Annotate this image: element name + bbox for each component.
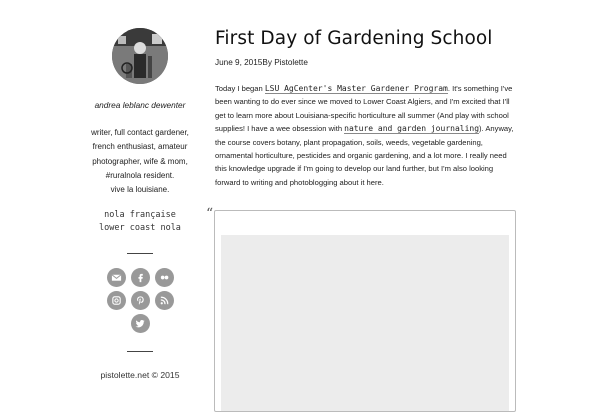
post-text: Today I began [215,84,265,93]
flickr-icon[interactable] [155,268,174,287]
nav-link-nola-francaise[interactable]: nola française [104,210,176,221]
garden-journaling-link[interactable]: nature and garden journaling [344,124,480,134]
post-date[interactable]: June 9, 2015 [215,58,263,67]
post [215,28,515,189]
pinterest-icon[interactable] [131,291,150,310]
rss-icon[interactable] [155,291,174,310]
master-gardener-link[interactable]: LSU AgCenter's Master Gardener Program [264,84,448,93]
post-body [215,82,515,189]
copyright: pistolette.net © 2015 [100,370,180,381]
post-title[interactable]: First Day of Gardening School [215,28,493,49]
bio-line: french enthusiast, amateur [92,142,188,152]
post-meta [215,58,515,67]
author-bio [80,126,200,197]
quote-mark: “ [206,206,214,222]
bio-line: #ruralnola resident. [105,170,175,180]
post-author[interactable]: Pistolette [274,58,308,67]
sidebar-nav [80,209,200,235]
nav-link-lower-coast-nola[interactable]: lower coast nola [99,223,181,234]
bio-line: vive la louisiane. [110,185,170,195]
post-text: . It's something I've been wanting to do ever since we moved to Lower Coast Algiers, and I'm excited that I'll get to learn more about Louisiana-specific horticulture all summer (And play with school supplies! I have a wee obsession with [215,84,513,134]
post-author-prefix: By [262,58,275,67]
instagram-icon[interactable] [107,291,126,310]
sidebar [80,28,200,380]
bio-line: photographer, wife & mom, [92,156,188,166]
social-icons [100,268,180,333]
embedded-post-frame[interactable] [214,210,516,412]
twitter-icon[interactable] [131,314,150,333]
divider [127,253,153,254]
author-name: andrea leblanc dewenter [94,100,186,110]
embedded-image-placeholder [221,235,509,411]
email-icon[interactable] [107,268,126,287]
divider [127,351,153,352]
avatar[interactable] [112,28,168,84]
post-text: ). Anyway, the course covers botany, plant propagation, soils, weeds, vegetable gardening, ornamental horticulture, pesticides and organic gardening, and a lot more. I really need this knowledge upgrade if I'm going to develop our land further, but I'm also looking forward to writing and photoblogging about it here. [215,124,514,187]
facebook-icon[interactable] [131,268,150,287]
bio-line: writer, full contact gardener, [91,128,189,137]
